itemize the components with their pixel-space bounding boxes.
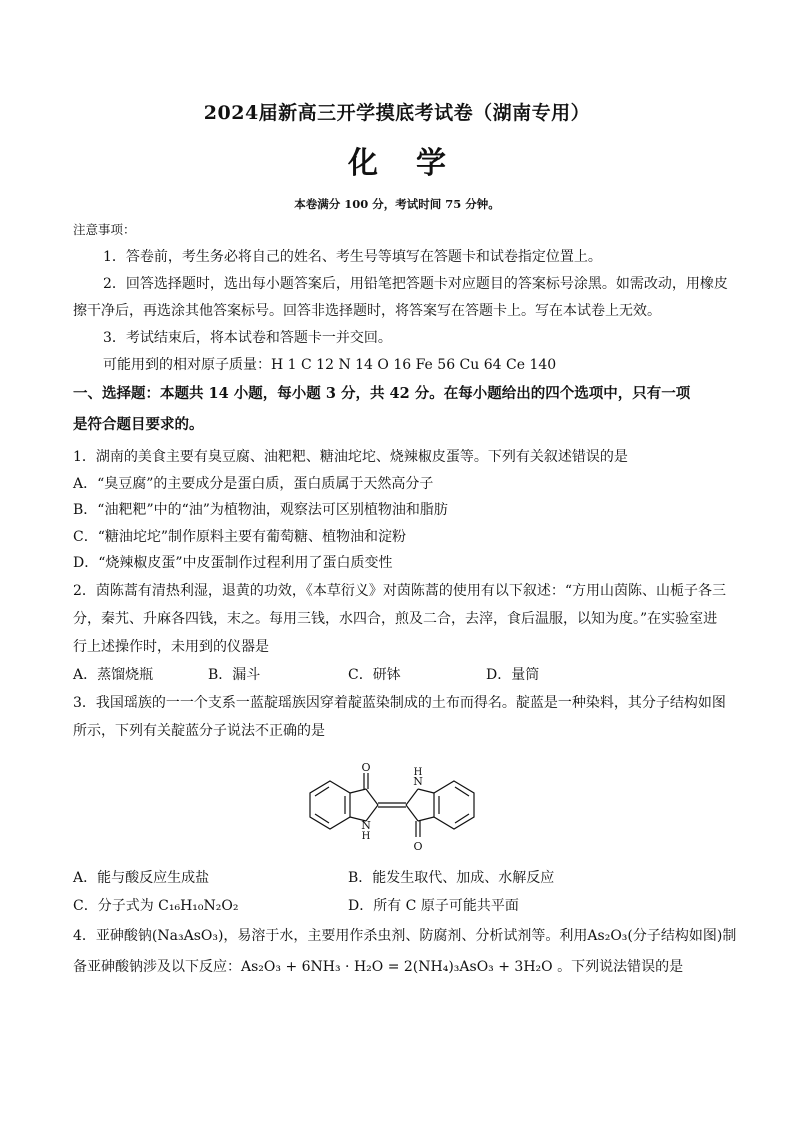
notice-heading: 注意事项： [73, 222, 136, 237]
exam-title: 2024届新高三开学摸底考试卷（湖南专用） [203, 102, 591, 124]
right-benzene-ring [434, 781, 474, 829]
question-2-stem: 2．茵陈蒿有清热利湿，退黄的功效，《本草衍义》对茵陈蒿的使用有以下叙述：“方用山茵陈、山栀子各三 [73, 583, 727, 599]
atom-label-n: N [413, 775, 423, 788]
notice-item: 2．回答选择题时，选出每小题答案后，用铅笔把答题卡对应题目的答案标号涂黑。如需改动，用橡皮 [103, 276, 728, 292]
question-3-option-a: A．能与酸反应生成盐 [73, 870, 210, 886]
question-3-option-d: D．所有 C 原子可能共平面 [348, 898, 519, 914]
notice-item: 擦干净后，再选涂其他答案标号。回答非选择题时，将答案写在答题卡上。写在本试卷上无效。 [73, 303, 661, 319]
question-1-option-a: A．“臭豆腐”的主要成分是蛋白质，蛋白质属于天然高分子 [73, 476, 434, 492]
atom-label-h: H [361, 831, 371, 842]
question-3-option-c: C．分子式为 C₁₆H₁₀N₂O₂ [73, 898, 239, 914]
left-benzene-ring [310, 781, 350, 829]
question-4-stem: 4．亚砷酸钠(Na₃AsO₃)，易溶于水，主要用作杀虫剂、防腐剂、分析试剂等。利用As₂O₃(分子结构如图)制 [73, 928, 737, 944]
question-2-option-d: D．量筒 [486, 667, 540, 683]
notice-item: 1．答卷前，考生务必将自己的姓名、考生号等填写在答题卡和试卷指定位置上。 [103, 249, 602, 265]
question-3-option-b: B．能发生取代、加成、水解反应 [348, 870, 555, 886]
section-heading: 是符合题目要求的。 [73, 416, 204, 433]
atom-label-n: N [361, 819, 371, 832]
atomic-masses: 可能用到的相对原子质量：H 1 C 12 N 14 O 16 Fe 56 Cu 64 Ce 140 [103, 357, 557, 373]
question-2-option-b: B．漏斗 [208, 667, 261, 683]
question-4-stem: 备亚砷酸钠涉及以下反应：As₂O₃ + 6NH₃ · H₂O = 2(NH₄)₃AsO₃ + 3H₂O 。下列说法错误的是 [73, 959, 684, 975]
question-1-stem: 1．湖南的美食主要有臭豆腐、油粑粑、糖油坨坨、烧辣椒皮蛋等。下列有关叙述错误的是 [73, 449, 628, 465]
question-2-option-c: C．研钵 [348, 667, 401, 683]
notice-item: 3．考试结束后，将本试卷和答题卡一并交回。 [103, 330, 392, 346]
question-3-stem: 3．我国瑶族的一一个支系一蓝靛瑶族因穿着靛蓝染制成的土布而得名。靛蓝是一种染料，其分子结构如图 [73, 695, 726, 711]
atom-label-o: O [361, 763, 371, 774]
indigo-structure-diagram [290, 763, 495, 858]
atom-label-o: O [413, 840, 423, 853]
atom-label-h: H [413, 767, 423, 778]
question-1-option-d: D．“烧辣椒皮蛋”中皮蛋制作过程利用了蛋白质变性 [73, 555, 393, 571]
question-2-stem: 行上述操作时，未用到的仪器是 [73, 639, 269, 655]
score-note: 本卷满分 100 分，考试时间 75 分钟。 [294, 197, 500, 211]
subject-title: 化学 [348, 146, 484, 181]
question-2-option-a: A．蒸馏烧瓶 [73, 667, 154, 683]
section-heading: 一、选择题：本题共 14 小题，每小题 3 分，共 42 分。在每小题给出的四个选项中，只有一项 [73, 385, 691, 402]
question-1-option-c: C．“糖油坨坨”制作原料主要有葡萄糖、植物油和淀粉 [73, 529, 407, 545]
question-3-stem: 所示，下列有关靛蓝分子说法不正确的是 [73, 723, 325, 739]
question-1-option-b: B．“油粑粑”中的“油”为植物油，观察法可区别植物油和脂肪 [73, 502, 448, 518]
question-2-stem: 分，秦艽、升麻各四钱，末之。每用三钱，水四合，煎及二合，去滓，食后温服，以知为度。”在实验室进 [73, 611, 718, 627]
